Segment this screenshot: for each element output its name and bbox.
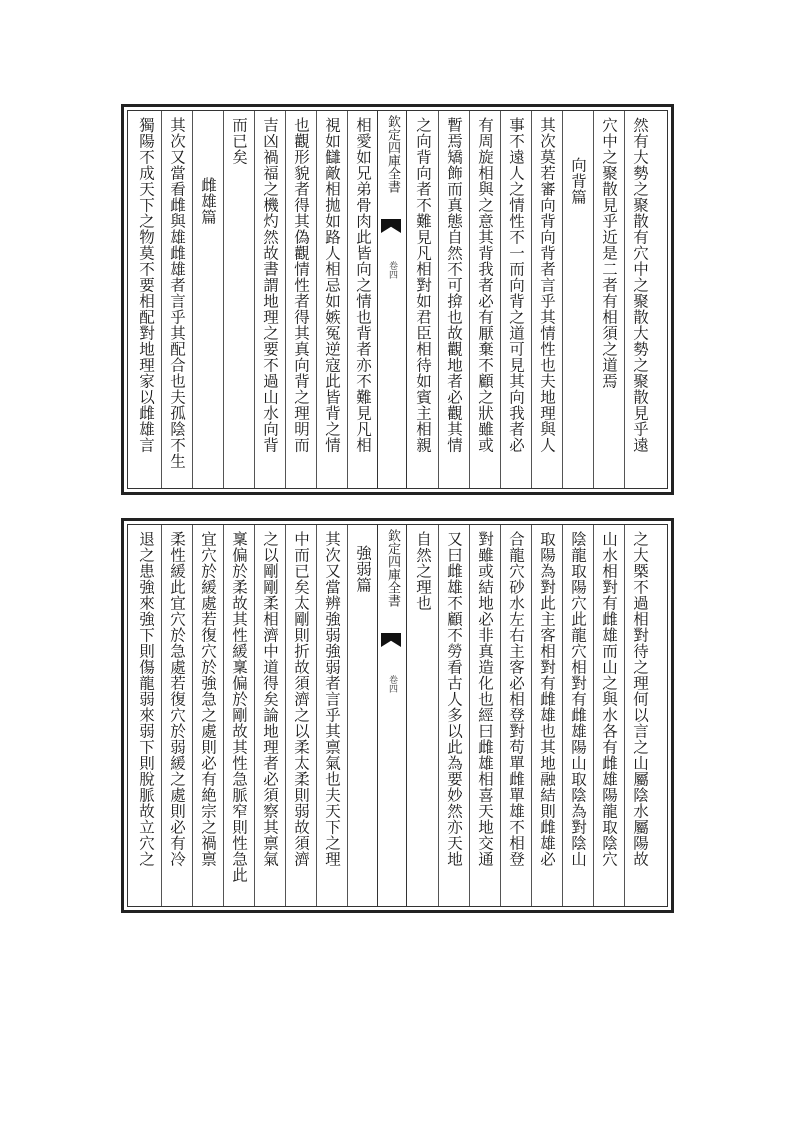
column-rule [254, 525, 255, 906]
gutter-page-label: 卷四 [387, 261, 397, 279]
text-column: 合龍穴砂水左右主客必相登對苟單雌單雄不相登 [507, 531, 525, 867]
section-heading: 雌雄篇 [199, 177, 217, 225]
text-column: 陰龍取陽穴此龍穴相對有雌雄陽山取陰為對陰山 [569, 531, 587, 867]
gutter-title: 欽定四庫全書 [385, 529, 400, 607]
text-column: 之以剛剛柔相濟中道得矣論地理者必須察其禀氣 [261, 531, 279, 867]
text-column: 暫焉矯飾而真態自然不可揜也故觀地者必觀其情 [445, 117, 463, 453]
column-rule [347, 111, 348, 488]
text-column: 柔性緩此宜穴於急處若復穴於弱緩之處則必有冷 [168, 531, 186, 867]
text-column: 相愛如兄弟骨肉此皆向之情也背者亦不難見凡相 [354, 117, 372, 453]
text-column: 其次又當辨強弱強弱者言乎其禀氣也夫天下之理 [323, 531, 341, 867]
column-rule [531, 111, 532, 488]
text-column: 然有大勢之聚散有穴中之聚散大勢之聚散見乎遠 [631, 117, 649, 453]
section-heading: 強弱篇 [354, 545, 372, 593]
column-rule [192, 111, 193, 488]
text-column: 穴中之聚散見乎近是二者有相須之道焉 [600, 117, 618, 389]
page-bottom [121, 518, 674, 913]
column-rule [624, 111, 625, 488]
text-column: 稟偏於柔故其性緩稟偏於剛故其性急脈窄則性急此 [230, 531, 248, 883]
column-rule [316, 525, 317, 906]
column-rule [438, 525, 439, 906]
column-rule [500, 525, 501, 906]
column-rule [469, 111, 470, 488]
text-column: 之大槩不過相對待之理何以言之山屬陰水屬陽故 [631, 531, 649, 867]
column-rule [316, 111, 317, 488]
column-rule [593, 111, 594, 488]
column-rule [285, 111, 286, 488]
text-column: 也觀形貌者得其偽觀情性者得其真向背之理明而 [292, 117, 310, 453]
text-column: 獨陽不成天下之物莫不要相配對地理家以雌雄言 [137, 117, 155, 453]
section-heading: 向背篇 [569, 157, 587, 205]
text-column: 之向背向者不難見凡相對如君臣相待如賓主相親 [414, 117, 432, 453]
column-rule [500, 111, 501, 488]
column-rule [161, 525, 162, 906]
column-rule [192, 525, 193, 906]
text-column: 事不遠人之情性不一而向背之道可見其向我者必 [507, 117, 525, 453]
text-column: 而已矣 [230, 117, 248, 165]
page-bottom-frame [127, 524, 668, 907]
text-column: 其次莫若審向背向背者言乎其情性也夫地理與人 [538, 117, 556, 453]
text-column: 宜穴於緩處若復穴於強急之處則必有絶宗之禍禀 [199, 531, 217, 867]
column-rule [593, 525, 594, 906]
column-rule [562, 111, 563, 488]
column-rule [223, 525, 224, 906]
page-top [121, 104, 674, 495]
text-column: 有周旋相與之意其背我者必有厭棄不顧之狀雖或 [476, 117, 494, 453]
center-gutter [377, 111, 407, 488]
text-column: 視如讎敵相拋如路人相忌如嫉冤逆寇此皆背之情 [323, 117, 341, 453]
text-column: 其次又當看雌與雄雌雄者言乎其配合也夫孤陰不生 [168, 117, 186, 469]
text-column: 取陽為對此主客相對有雌雄也其地融結則雌雄必 [538, 531, 556, 867]
column-rule [562, 525, 563, 906]
text-column: 又曰雌雄不顧不勞看古人多以此為要妙然亦天地 [445, 531, 463, 867]
fish-tail-mark [381, 219, 401, 233]
text-column: 吉凶禍福之機灼然故書謂地理之要不過山水向背 [261, 117, 279, 453]
text-column: 自然之理也 [414, 531, 432, 611]
column-rule [223, 111, 224, 488]
fish-tail-mark [381, 633, 401, 647]
text-column: 山水相對有雌雄而山之與水各有雌雄陽龍取陰穴 [600, 531, 618, 867]
column-rule [469, 525, 470, 906]
column-rule [254, 111, 255, 488]
column-rule [531, 525, 532, 906]
column-rule [285, 525, 286, 906]
column-rule [624, 525, 625, 906]
gutter-title: 欽定四庫全書 [385, 115, 400, 193]
column-rule [161, 111, 162, 488]
text-column: 中而已矣太剛則折故須濟之以柔太柔則弱故須濟 [292, 531, 310, 867]
column-rule [347, 525, 348, 906]
gutter-page-label: 卷四 [387, 675, 397, 693]
text-column: 對雖或結地必非真造化也經曰雌雄相喜天地交通 [476, 531, 494, 867]
text-column: 退之患強來強下則傷龍弱來弱下則脫脈故立穴之 [137, 531, 155, 867]
center-gutter [377, 525, 407, 906]
column-rule [438, 111, 439, 488]
page-top-frame [127, 110, 668, 489]
